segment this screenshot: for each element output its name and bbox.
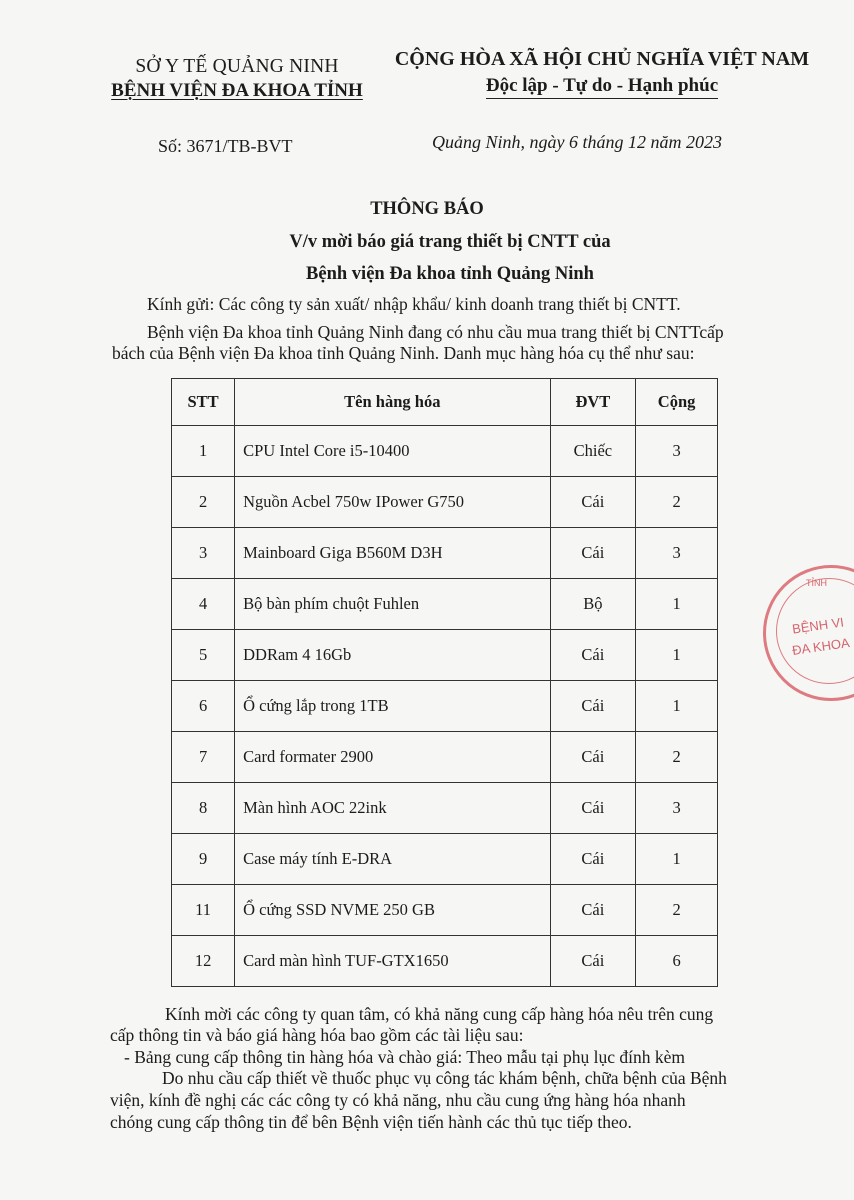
issuing-organization: [92, 56, 382, 102]
cell-stt: 5: [172, 630, 235, 681]
cell-qty: 1: [636, 834, 718, 885]
cell-qty: 1: [636, 579, 718, 630]
motto-text: Độc lập - Tự do - Hạnh phúc: [486, 75, 718, 99]
cell-unit: Cái: [550, 477, 636, 528]
cell-qty: 1: [636, 681, 718, 732]
closing-paragraph-1-line-2: cấp thông tin và báo giá hàng hóa bao gồm các tài liệu sau:: [110, 1025, 524, 1045]
header-qty: Cộng: [636, 379, 718, 426]
cell-qty: 6: [636, 936, 718, 987]
cell-stt: 9: [172, 834, 235, 885]
cell-stt: 4: [172, 579, 235, 630]
closing-paragraph-2-line-3: chóng cung cấp thông tin để bên Bệnh viện tiến hành các thủ tục tiếp theo.: [110, 1112, 632, 1132]
cell-stt: 6: [172, 681, 235, 732]
goods-table: [171, 378, 718, 987]
cell-stt: 7: [172, 732, 235, 783]
cell-unit: Chiếc: [550, 426, 636, 477]
cell-qty: 3: [636, 528, 718, 579]
table-row: [172, 834, 718, 885]
cell-name: Nguồn Acbel 750w IPower G750: [235, 477, 550, 528]
table-row: [172, 426, 718, 477]
cell-unit: Cái: [550, 528, 636, 579]
cell-qty: 3: [636, 783, 718, 834]
cell-unit: Cái: [550, 834, 636, 885]
national-motto: [382, 48, 822, 97]
cell-stt: 8: [172, 783, 235, 834]
cell-unit: Cái: [550, 732, 636, 783]
cell-stt: 3: [172, 528, 235, 579]
intro-line-1: Bệnh viện Đa khoa tỉnh Quảng Ninh đang có nhu cầu mua trang thiết bị CNTTcấp: [147, 322, 724, 342]
cell-stt: 11: [172, 885, 235, 936]
cell-qty: 1: [636, 630, 718, 681]
document-date: Quảng Ninh, ngày 6 tháng 12 năm 2023: [432, 132, 722, 152]
table-header-row: [172, 379, 718, 426]
document-number: Số: 3671/TB-BVT: [158, 136, 293, 156]
table-row: [172, 630, 718, 681]
cell-name: Ổ cứng lắp trong 1TB: [235, 681, 550, 732]
recipient-line: Kính gửi: Các công ty sản xuất/ nhập khẩu/ kinh doanh trang thiết bị CNTT.: [147, 294, 681, 314]
table-row: [172, 681, 718, 732]
table-row: [172, 528, 718, 579]
table-row: [172, 936, 718, 987]
hospital-seal-stamp: [763, 565, 854, 701]
org-line-2-text: BỆNH VIỆN ĐA KHOA TỈNH: [111, 80, 363, 101]
table-row: [172, 477, 718, 528]
cell-name: Case máy tính E-DRA: [235, 834, 550, 885]
cell-unit: Cái: [550, 885, 636, 936]
org-line-1: SỞ Y TẾ QUẢNG NINH: [135, 56, 339, 77]
stamp-top-text: TỈNH: [806, 578, 827, 588]
country-name: CỘNG HÒA XÃ HỘI CHỦ NGHĨA VIỆT NAM: [394, 48, 810, 70]
cell-unit: Cái: [550, 936, 636, 987]
cell-name: CPU Intel Core i5-10400: [235, 426, 550, 477]
cell-name: Card formater 2900: [235, 732, 550, 783]
cell-stt: 12: [172, 936, 235, 987]
motto-line: [382, 75, 822, 97]
cell-name: Màn hình AOC 22ink: [235, 783, 550, 834]
closing-paragraph-1-line-1: Kính mời các công ty quan tâm, có khả năng cung cấp hàng hóa nêu trên cung: [165, 1004, 714, 1024]
subject-line-1: V/v mời báo giá trang thiết bị CNTT của: [289, 232, 611, 252]
org-line-2: [92, 80, 382, 102]
cell-unit: Cái: [550, 783, 636, 834]
document-title: THÔNG BÁO: [370, 199, 484, 219]
cell-unit: Bộ: [550, 579, 636, 630]
header-unit: ĐVT: [550, 379, 636, 426]
intro-line-2: bách của Bệnh viện Đa khoa tỉnh Quảng Ninh. Danh mục hàng hóa cụ thể như sau:: [112, 343, 695, 363]
cell-name: Card màn hình TUF-GTX1650: [235, 936, 550, 987]
closing-paragraph-2-line-1: Do nhu cầu cấp thiết về thuốc phục vụ công tác khám bệnh, chữa bệnh của Bệnh: [162, 1068, 727, 1088]
header-name: Tên hàng hóa: [235, 379, 550, 426]
header-stt: STT: [172, 379, 235, 426]
closing-bullet: - Bảng cung cấp thông tin hàng hóa và chào giá: Theo mẫu tại phụ lục đính kèm: [124, 1047, 685, 1067]
subject-line-2: Bệnh viện Đa khoa tỉnh Quảng Ninh: [306, 264, 594, 284]
table-row: [172, 579, 718, 630]
stamp-text-2: ĐA KHOA: [791, 635, 851, 658]
cell-qty: 3: [636, 426, 718, 477]
cell-unit: Cái: [550, 681, 636, 732]
table-row: [172, 885, 718, 936]
cell-name: DDRam 4 16Gb: [235, 630, 550, 681]
cell-qty: 2: [636, 477, 718, 528]
cell-name: Ổ cứng SSD NVME 250 GB: [235, 885, 550, 936]
cell-stt: 1: [172, 426, 235, 477]
table-row: [172, 732, 718, 783]
closing-paragraph-2-line-2: viện, kính đề nghị các các công ty có khả năng, nhu cầu cung ứng hàng hóa nhanh: [110, 1090, 686, 1110]
cell-name: Mainboard Giga B560M D3H: [235, 528, 550, 579]
cell-name: Bộ bàn phím chuột Fuhlen: [235, 579, 550, 630]
stamp-text-1: BỆNH VI: [791, 614, 845, 637]
cell-qty: 2: [636, 885, 718, 936]
cell-qty: 2: [636, 732, 718, 783]
cell-stt: 2: [172, 477, 235, 528]
cell-unit: Cái: [550, 630, 636, 681]
table-row: [172, 783, 718, 834]
